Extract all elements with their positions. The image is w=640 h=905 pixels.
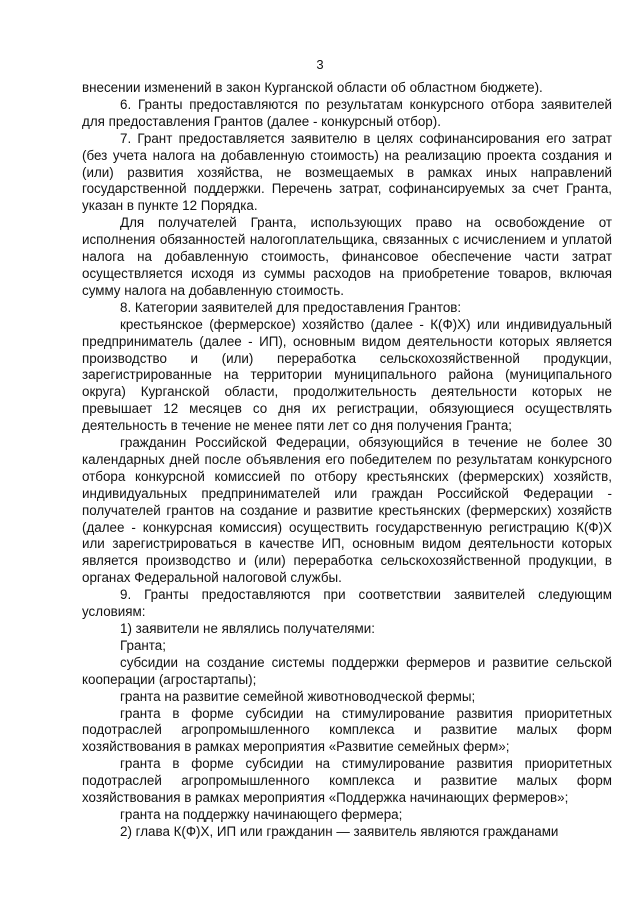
paragraph: субсидии на создание системы поддержки фермеров и развитие сельской кооперации (агростартапы); (82, 654, 612, 687)
document-body (82, 80, 612, 841)
paragraph: 9. Гранты предоставляются при соответствии заявителей следующим условиям: (82, 587, 612, 620)
paragraph: 8. Категории заявителей для предоставления Грантов: (120, 299, 462, 315)
paragraph: крестьянское (фермерское) хозяйство (далее - К(Ф)Х) или индивидуальный предприниматель (далее - ИП), основным видом деятельности которых является производство и (или) переработка сельскохозяйственной продукции, зарегистрированные на территории муниципального района (муниципального округа) Курганской области, продолжительность деятельности которых не превышает 12 месяцев со дня их регистрации, обязующиеся осуществлять деятельность в течение не менее пяти лет со дня получения Гранта; (82, 316, 612, 434)
paragraph: Для получателей Гранта, использующих право на освобождение от исполнения обязанностей налогоплательщика, связанных с исчислением и уплатой налога на добавленную стоимость, финансовое обеспечение части затрат осуществляется исходя из суммы расходов на приобретение товаров, включая сумму налога на добавленную стоимость. (82, 215, 612, 298)
paragraph: гранта на поддержку начинающего фермера; (120, 806, 403, 822)
paragraph: гражданин Российской Федерации, обязующийся в течение не более 30 календарных дней после объявления его победителем по результатам конкурсного отбора конкурсной комиссией по отбору крестьянских (фермерских) хозяйств, индивидуальных предпринимателей или граждан Российской Федерации - получателей грантов на создание и развитие крестьянских (фермерских) хозяйств (далее - конкурсная комиссия) осуществить государственную регистрацию К(Ф)Х или зарегистрироваться в качестве ИП, основным видом деятельности которых является производство и (или) переработка сельскохозяйственной продукции, в органах Федеральной налоговой службы. (82, 435, 612, 586)
paragraph: 7. Грант предоставляется заявителю в целях софинансирования его затрат (без учета налога на добавленную стоимость) на реализацию проекта создания и (или) развития хозяйства, не возмещаемых в рамках иных направлений государственной поддержки. Перечень затрат, софинансируемых за счет Гранта, указан в пункте 12 Порядка. (82, 130, 612, 214)
paragraph: внесении изменений в закон Курганской области об областном бюджете). (82, 80, 543, 95)
paragraph: гранта в форме субсидии на стимулирование развития приоритетных подотраслей агропромышленного комплекса и развитие малых форм хозяйствования в рамках мероприятия «Поддержка начинающих фермеров»; (82, 756, 612, 806)
paragraph: Гранта; (120, 637, 166, 653)
page-number: 3 (316, 57, 324, 72)
paragraph: гранта в форме субсидии на стимулирование развития приоритетных подотраслей агропромышленного комплекса и развитие малых форм хозяйствования в рамках мероприятия «Развитие семейных ферм»; (82, 705, 612, 755)
paragraph: гранта на развитие семейной животноводческой фермы; (120, 688, 476, 704)
paragraph: 2) глава К(Ф)Х, ИП или гражданин — заявитель являются гражданами (120, 823, 559, 839)
paragraph: 6. Гранты предоставляются по результатам конкурсного отбора заявителей для предоставления Грантов (далее - конкурсный отбор). (82, 96, 612, 129)
paragraph: 1) заявители не являлись получателями: (120, 621, 375, 636)
